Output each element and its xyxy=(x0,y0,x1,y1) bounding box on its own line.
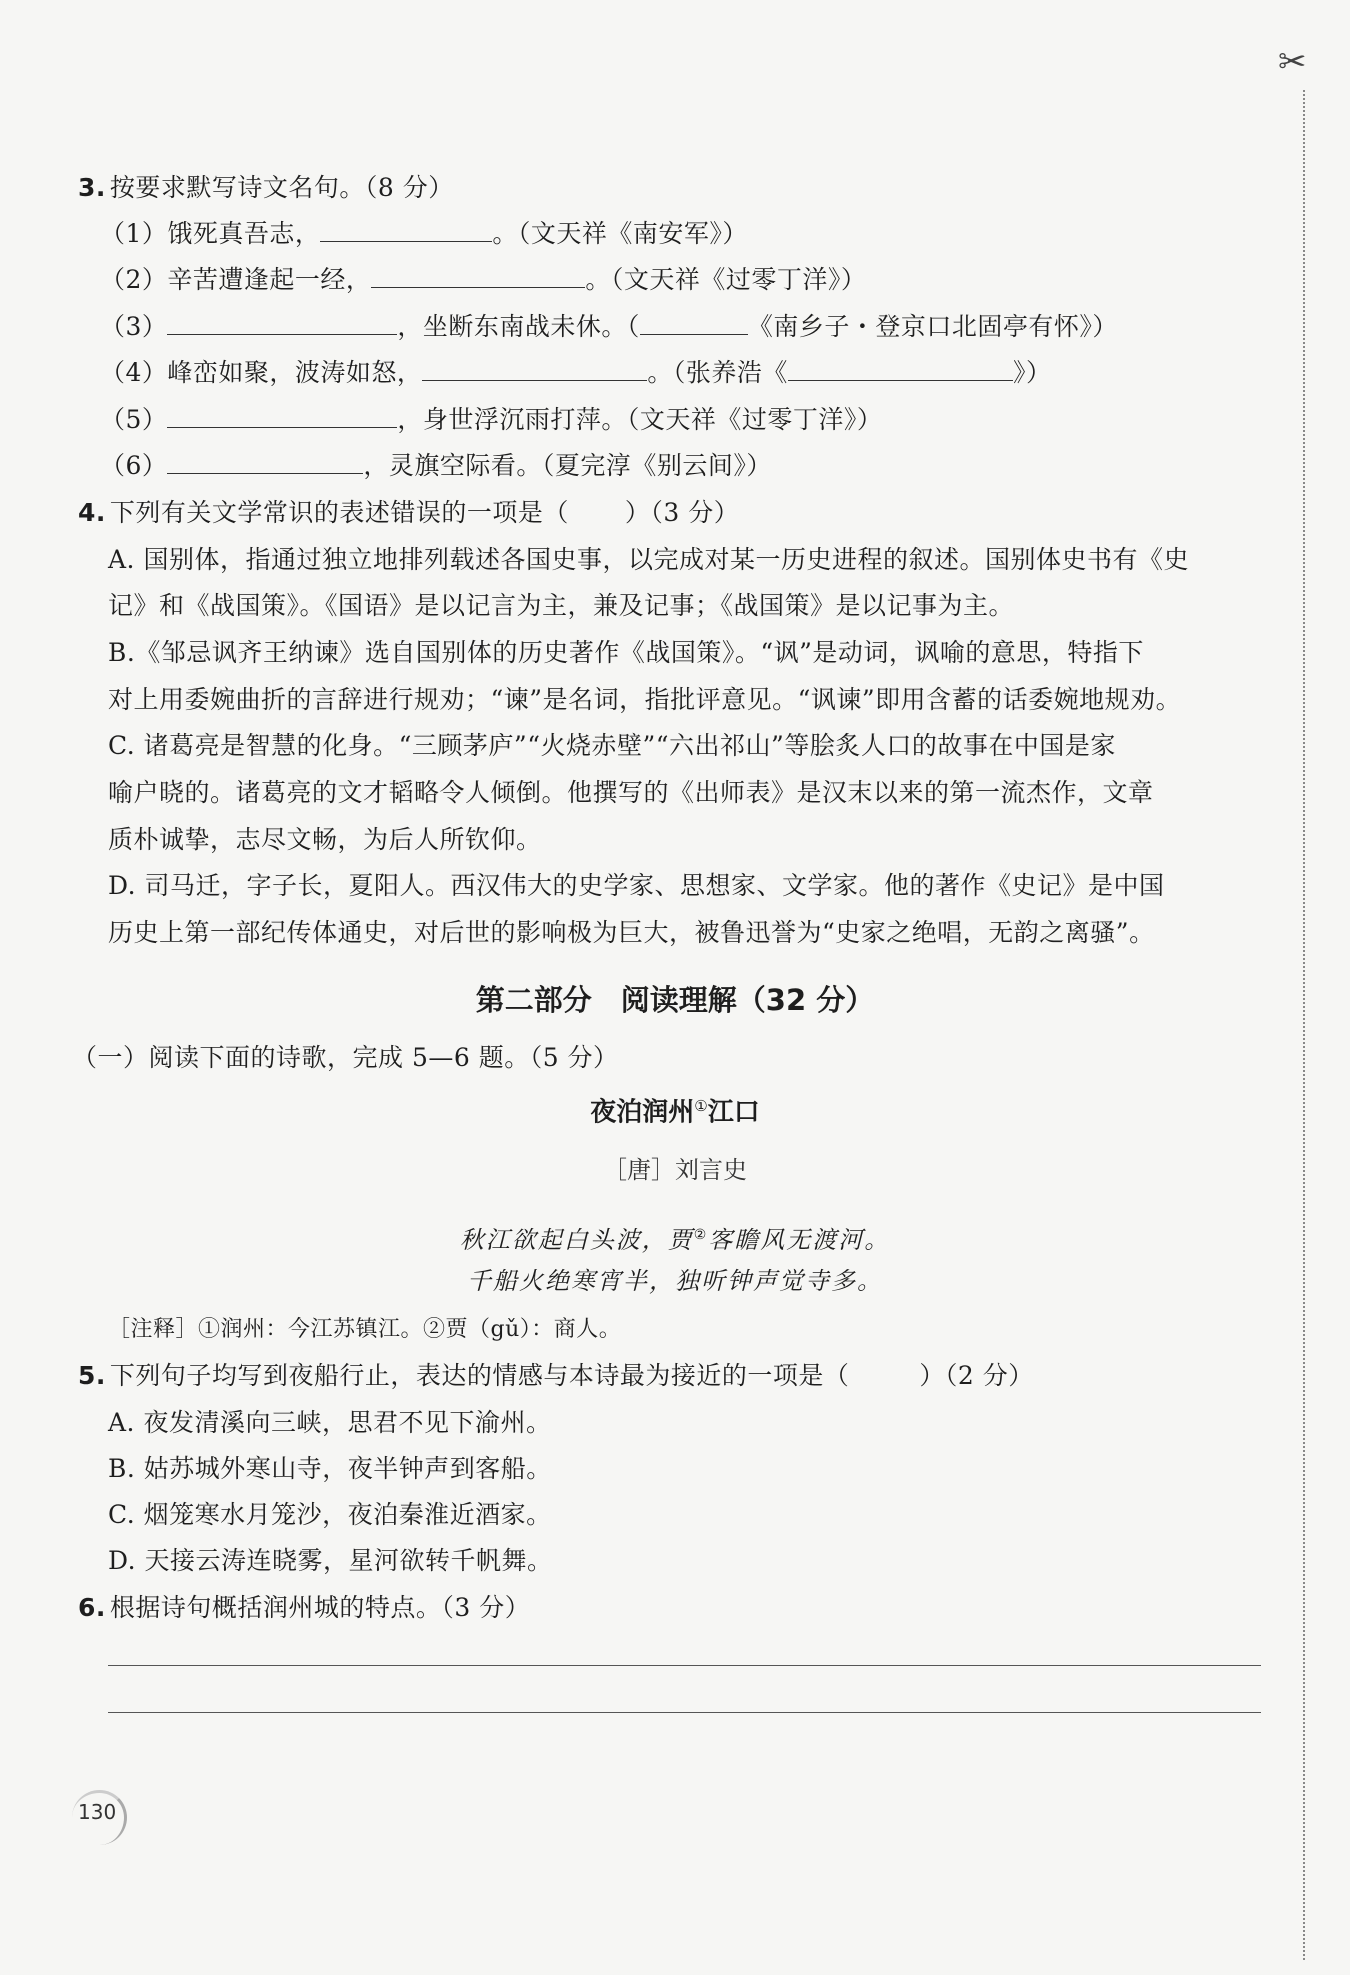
q6-stem xyxy=(78,1590,530,1626)
section-2-heading: 第二部分 阅读理解（32 分） xyxy=(475,983,875,1017)
q4-line: 喻户晓的。诸葛亮的文才韬略令人倾倒。他撰写的《出师表》是汉末以来的第一流杰作，文章 xyxy=(108,778,1154,807)
q3-item-4-author: 。（张养浩《 xyxy=(647,358,788,387)
q6-number: 6. xyxy=(78,1593,106,1622)
q4-line: 质朴诚挚，志尽文畅，为后人所钦仰。 xyxy=(108,825,542,854)
poem-verse-1a: 秋江欲起白头波，贾 xyxy=(459,1226,694,1254)
poem-verse-2: 千船火绝寒宵半，独听钟声觉寺多。 xyxy=(467,1267,883,1295)
q5-stem xyxy=(78,1358,1034,1394)
q3-item-6 xyxy=(100,448,772,484)
poem-title-tail: 江口 xyxy=(707,1097,760,1128)
poem-verse-1 xyxy=(0,1218,1350,1257)
q5-text: 下列句子均写到夜船行止，表达的情感与本诗最为接近的一项是（ xyxy=(109,1361,850,1390)
page-number: 130 xyxy=(78,1800,117,1824)
q3-item-2-source: 。（文天祥《过零丁洋》） xyxy=(585,265,867,294)
q3-item-1-text: （1）饿死真吾志， xyxy=(100,219,321,248)
poem-title xyxy=(0,1088,1350,1131)
q3-item-3-text: ，坐断东南战未休。（ xyxy=(397,312,640,341)
q3-item-5-text: ，身世浮沉雨打萍。（文天祥《过零丁洋》） xyxy=(397,405,883,434)
q3-item-4-title-blank[interactable] xyxy=(788,356,1013,381)
q3-item-3 xyxy=(100,309,1118,345)
q4-stem xyxy=(78,495,739,531)
q3-item-4-close: 》） xyxy=(1012,358,1052,387)
q3-text: 按要求默写诗文名句。（8 分） xyxy=(109,173,454,202)
q4-score: ）（3 分） xyxy=(624,498,740,527)
q4-line: 历史上第一部纪传体通史，对后世的影响极为巨大，被鲁迅誉为“史家之绝唱，无韵之离骚”。 xyxy=(108,918,1155,947)
q3-item-1-blank[interactable] xyxy=(320,217,492,242)
q6-answer-line-2[interactable] xyxy=(108,1712,1261,1713)
q4-line: A. 国别体，指通过独立地排列载述各国史事，以完成对某一历史进程的叙述。国别体史书有《史 xyxy=(108,545,1189,574)
q3-item-2 xyxy=(100,262,866,298)
q3-item-2-text: （2）辛苦遭逢起一经， xyxy=(100,265,372,294)
q3-item-3-blank[interactable] xyxy=(167,310,397,335)
q3-item-2-blank[interactable] xyxy=(371,263,585,288)
q3-item-4-blank[interactable] xyxy=(422,356,647,381)
q3-item-5-blank[interactable] xyxy=(167,403,397,428)
poem-title-text: 夜泊润州 xyxy=(590,1097,695,1128)
q5-number: 5. xyxy=(78,1361,106,1390)
q5-score: ）（2 分） xyxy=(919,1361,1034,1390)
q3-item-6-blank[interactable] xyxy=(167,449,363,474)
poem-notes: ［注释］①润州：今江苏镇江。②贾（gǔ）：商人。 xyxy=(108,1317,622,1342)
q4-line: B.《邹忌讽齐王纳谏》选自国别体的历史著作《战国策》。“讽”是动词，讽喻的意思，特指下 xyxy=(108,638,1144,667)
q3-item-3-author-blank[interactable] xyxy=(640,310,748,335)
q3-item-5 xyxy=(100,402,882,438)
q4-number: 4. xyxy=(78,498,106,527)
cut-line xyxy=(1303,90,1305,1960)
q3-item-1-source: 。（文天祥《南安军》） xyxy=(492,219,748,248)
q4-line: D. 司马迁，字子长，夏阳人。西汉伟大的史学家、思想家、文学家。他的著作《史记》是中国 xyxy=(108,871,1165,900)
q3-item-4-text: （4）峰峦如聚，波涛如怒， xyxy=(100,358,423,387)
poem-verse-1b: 客瞻风无渡河。 xyxy=(708,1226,891,1254)
poem-title-note: ① xyxy=(694,1097,708,1115)
poem-verse-note: ② xyxy=(693,1227,709,1243)
q4-text: 下列有关文学常识的表述错误的一项是（ xyxy=(109,498,569,527)
q3-item-6-text: ，灵旗空际看。（夏完淳《别云间》） xyxy=(363,451,772,480)
q3-item-3-source: 《南乡子・登京口北固亭有怀》） xyxy=(747,312,1118,341)
q5-option-a: A. 夜发清溪向三峡，思君不见下渝州。 xyxy=(108,1408,552,1437)
q4-line: 记》和《战国策》。《国语》是以记言为主，兼及记事；《战国策》是以记事为主。 xyxy=(108,591,1015,620)
q3-item-6-label: （6） xyxy=(100,451,168,480)
q3-stem xyxy=(78,170,454,206)
scissors-icon: ✂ xyxy=(1278,42,1307,82)
poem-author: ［唐］刘言史 xyxy=(603,1156,747,1184)
reading-1-intro: （一）阅读下面的诗歌，完成 5—6 题。（5 分） xyxy=(72,1043,619,1072)
q5-option-c: C. 烟笼寒水月笼沙，夜泊秦淮近酒家。 xyxy=(108,1500,552,1529)
q5-option-d: D. 天接云涛连晓雾，星河欲转千帆舞。 xyxy=(108,1546,553,1575)
q6-answer-line-1[interactable] xyxy=(108,1665,1261,1666)
q4-line: 对上用委婉曲折的言辞进行规劝；“谏”是名词，指批评意见。“讽谏”即用含蓄的话委婉地规劝。 xyxy=(108,685,1182,714)
q4-line: C. 诸葛亮是智慧的化身。“三顾茅庐”“火烧赤壁”“六出祁山”等脍炙人口的故事在中国是家 xyxy=(108,731,1116,760)
q3-item-1 xyxy=(100,216,748,252)
q3-item-4 xyxy=(100,355,1051,391)
q5-option-b: B. 姑苏城外寒山寺，夜半钟声到客船。 xyxy=(108,1454,552,1483)
q3-item-5-label: （5） xyxy=(100,405,168,434)
q3-number: 3. xyxy=(78,173,106,202)
q6-text: 根据诗句概括润州城的特点。（3 分） xyxy=(109,1593,531,1622)
q3-item-3-label: （3） xyxy=(100,312,168,341)
